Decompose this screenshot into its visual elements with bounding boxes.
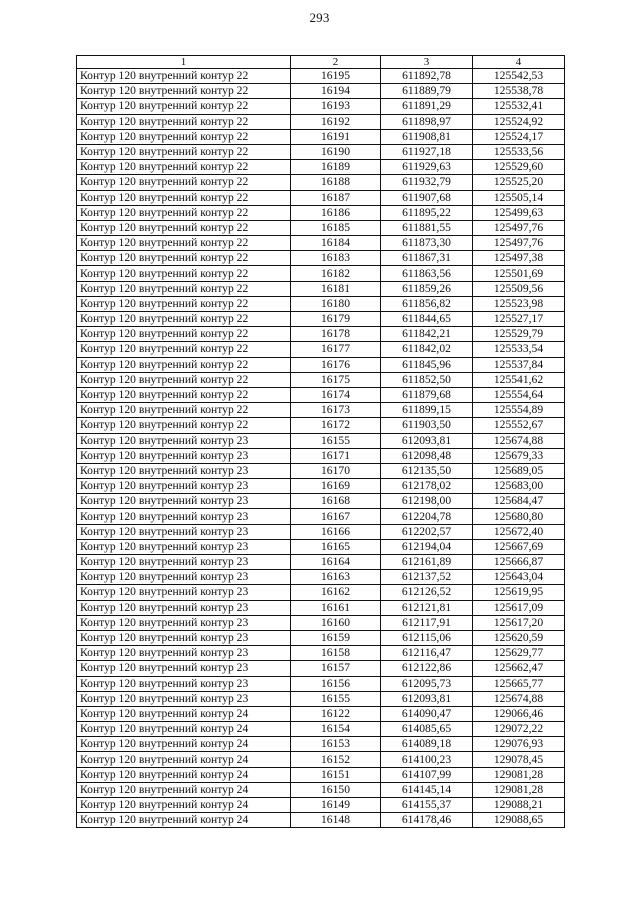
contour-name-cell: Контур 120 внутренний контур 23 [77,600,291,615]
x-coordinate-cell: 612202,57 [381,524,473,539]
table-row [77,813,565,828]
x-coordinate-cell: 611907,68 [381,190,473,205]
y-coordinate-cell: 125643,04 [473,570,565,585]
x-coordinate-cell: 611892,78 [381,69,473,84]
x-coordinate-cell: 612116,47 [381,646,473,661]
x-coordinate-cell: 614090,47 [381,706,473,721]
y-coordinate-cell: 125499,63 [473,205,565,220]
table-row [77,312,565,327]
y-coordinate-cell: 125524,92 [473,114,565,129]
column-header-2: 2 [291,56,381,69]
y-coordinate-cell: 125497,76 [473,236,565,251]
point-number-cell: 16171 [291,448,381,463]
point-number-cell: 16175 [291,372,381,387]
contour-name-cell: Контур 120 внутренний контур 22 [77,175,291,190]
table-row [77,752,565,767]
contour-name-cell: Контур 120 внутренний контур 22 [77,266,291,281]
y-coordinate-cell: 125662,47 [473,661,565,676]
point-number-cell: 16161 [291,600,381,615]
y-coordinate-cell: 129072,22 [473,722,565,737]
y-coordinate-cell: 125524,17 [473,129,565,144]
y-coordinate-cell: 125629,77 [473,646,565,661]
point-number-cell: 16148 [291,813,381,828]
table-row [77,84,565,99]
contour-name-cell: Контур 120 внутренний контур 22 [77,144,291,159]
contour-name-cell: Контур 120 внутренний контур 22 [77,312,291,327]
contour-name-cell: Контур 120 внутренний контур 23 [77,646,291,661]
x-coordinate-cell: 611891,29 [381,99,473,114]
x-coordinate-cell: 611873,30 [381,236,473,251]
table-row [77,281,565,296]
contour-name-cell: Контур 120 внутренний контур 22 [77,84,291,99]
y-coordinate-cell: 125501,69 [473,266,565,281]
point-number-cell: 16176 [291,357,381,372]
table-row [77,722,565,737]
y-coordinate-cell: 125529,60 [473,160,565,175]
x-coordinate-cell: 612122,86 [381,661,473,676]
contour-name-cell: Контур 120 внутренний контур 23 [77,433,291,448]
point-number-cell: 16174 [291,387,381,402]
contour-name-cell: Контур 120 внутренний контур 22 [77,129,291,144]
y-coordinate-cell: 129076,93 [473,737,565,752]
contour-name-cell: Контур 120 внутренний контур 23 [77,585,291,600]
point-number-cell: 16166 [291,524,381,539]
x-coordinate-cell: 612121,81 [381,600,473,615]
point-number-cell: 16190 [291,144,381,159]
contour-name-cell: Контур 120 внутренний контур 22 [77,327,291,342]
x-coordinate-cell: 611881,55 [381,220,473,235]
point-number-cell: 16170 [291,463,381,478]
contour-name-cell: Контур 120 внутренний контур 22 [77,372,291,387]
point-number-cell: 16181 [291,281,381,296]
x-coordinate-cell: 611889,79 [381,84,473,99]
y-coordinate-cell: 125684,47 [473,494,565,509]
point-number-cell: 16188 [291,175,381,190]
table-row [77,236,565,251]
x-coordinate-cell: 611863,56 [381,266,473,281]
table-row [77,661,565,676]
table-row [77,114,565,129]
x-coordinate-cell: 611929,63 [381,160,473,175]
y-coordinate-cell: 125617,09 [473,600,565,615]
x-coordinate-cell: 611867,31 [381,251,473,266]
y-coordinate-cell: 129088,65 [473,813,565,828]
contour-name-cell: Контур 120 внутренний контур 22 [77,387,291,402]
x-coordinate-cell: 612135,50 [381,463,473,478]
point-number-cell: 16172 [291,418,381,433]
table-row [77,418,565,433]
x-coordinate-cell: 612161,89 [381,555,473,570]
contour-name-cell: Контур 120 внутренний контур 22 [77,281,291,296]
y-coordinate-cell: 129088,21 [473,798,565,813]
table-row [77,175,565,190]
y-coordinate-cell: 125554,64 [473,387,565,402]
point-number-cell: 16162 [291,585,381,600]
table-row [77,676,565,691]
contour-name-cell: Контур 120 внутренний контур 23 [77,463,291,478]
x-coordinate-cell: 611899,15 [381,403,473,418]
table-row [77,524,565,539]
contour-name-cell: Контур 120 внутренний контур 23 [77,630,291,645]
table-row [77,357,565,372]
y-coordinate-cell: 125525,20 [473,175,565,190]
point-number-cell: 16179 [291,312,381,327]
table-row [77,585,565,600]
x-coordinate-cell: 611898,97 [381,114,473,129]
contour-name-cell: Контур 120 внутренний контур 22 [77,342,291,357]
table-row [77,691,565,706]
table-row [77,387,565,402]
contour-name-cell: Контур 120 внутренний контур 22 [77,114,291,129]
table-row [77,129,565,144]
table-row [77,69,565,84]
x-coordinate-cell: 611903,50 [381,418,473,433]
x-coordinate-cell: 612198,00 [381,494,473,509]
y-coordinate-cell: 125554,89 [473,403,565,418]
table-row [77,251,565,266]
column-header-3: 3 [381,56,473,69]
table-row [77,737,565,752]
y-coordinate-cell: 125666,87 [473,555,565,570]
table-row [77,160,565,175]
y-coordinate-cell: 125665,77 [473,676,565,691]
y-coordinate-cell: 125542,53 [473,69,565,84]
y-coordinate-cell: 125497,76 [473,220,565,235]
x-coordinate-cell: 611844,65 [381,312,473,327]
contour-name-cell: Контур 120 внутренний контур 23 [77,570,291,585]
column-header-4: 4 [473,56,565,69]
column-header-1: 1 [77,56,291,69]
table-row [77,327,565,342]
y-coordinate-cell: 125505,14 [473,190,565,205]
x-coordinate-cell: 612194,04 [381,539,473,554]
table-row [77,205,565,220]
coordinates-table [76,55,565,828]
x-coordinate-cell: 612095,73 [381,676,473,691]
y-coordinate-cell: 125527,17 [473,312,565,327]
x-coordinate-cell: 612178,02 [381,479,473,494]
point-number-cell: 16155 [291,433,381,448]
point-number-cell: 16151 [291,767,381,782]
point-number-cell: 16159 [291,630,381,645]
point-number-cell: 16173 [291,403,381,418]
point-number-cell: 16191 [291,129,381,144]
y-coordinate-cell: 129081,28 [473,767,565,782]
table-row [77,448,565,463]
y-coordinate-cell: 129078,45 [473,752,565,767]
x-coordinate-cell: 611927,18 [381,144,473,159]
contour-name-cell: Контур 120 внутренний контур 23 [77,448,291,463]
contour-name-cell: Контур 120 внутренний контур 24 [77,752,291,767]
table-row [77,615,565,630]
point-number-cell: 16189 [291,160,381,175]
point-number-cell: 16186 [291,205,381,220]
y-coordinate-cell: 125620,59 [473,630,565,645]
table-row [77,706,565,721]
y-coordinate-cell: 125672,40 [473,524,565,539]
y-coordinate-cell: 125509,56 [473,281,565,296]
point-number-cell: 16193 [291,99,381,114]
x-coordinate-cell: 614155,37 [381,798,473,813]
point-number-cell: 16156 [291,676,381,691]
contour-name-cell: Контур 120 внутренний контур 22 [77,251,291,266]
point-number-cell: 16180 [291,296,381,311]
contour-name-cell: Контур 120 внутренний контур 24 [77,767,291,782]
contour-name-cell: Контур 120 внутренний контур 22 [77,357,291,372]
contour-name-cell: Контур 120 внутренний контур 23 [77,479,291,494]
point-number-cell: 16177 [291,342,381,357]
x-coordinate-cell: 611932,79 [381,175,473,190]
x-coordinate-cell: 612115,06 [381,630,473,645]
table-row [77,767,565,782]
x-coordinate-cell: 612137,52 [381,570,473,585]
y-coordinate-cell: 125497,38 [473,251,565,266]
x-coordinate-cell: 612117,91 [381,615,473,630]
table-row [77,509,565,524]
y-coordinate-cell: 125674,88 [473,433,565,448]
y-coordinate-cell: 125523,98 [473,296,565,311]
table-row [77,342,565,357]
point-number-cell: 16165 [291,539,381,554]
y-coordinate-cell: 125617,20 [473,615,565,630]
table-row [77,494,565,509]
contour-name-cell: Контур 120 внутренний контур 23 [77,676,291,691]
point-number-cell: 16167 [291,509,381,524]
contour-name-cell: Контур 120 внутренний контур 22 [77,403,291,418]
contour-name-cell: Контур 120 внутренний контур 24 [77,722,291,737]
y-coordinate-cell: 125674,88 [473,691,565,706]
x-coordinate-cell: 614089,18 [381,737,473,752]
point-number-cell: 16168 [291,494,381,509]
point-number-cell: 16154 [291,722,381,737]
x-coordinate-cell: 614145,14 [381,782,473,797]
x-coordinate-cell: 612098,48 [381,448,473,463]
point-number-cell: 16187 [291,190,381,205]
point-number-cell: 16185 [291,220,381,235]
table-row [77,600,565,615]
y-coordinate-cell: 125689,05 [473,463,565,478]
contour-name-cell: Контур 120 внутренний контур 23 [77,524,291,539]
y-coordinate-cell: 125532,41 [473,99,565,114]
y-coordinate-cell: 129066,46 [473,706,565,721]
contour-name-cell: Контур 120 внутренний контур 23 [77,509,291,524]
table-row [77,630,565,645]
x-coordinate-cell: 611845,96 [381,357,473,372]
point-number-cell: 16153 [291,737,381,752]
contour-name-cell: Контур 120 внутренний контур 23 [77,539,291,554]
x-coordinate-cell: 611879,68 [381,387,473,402]
y-coordinate-cell: 125537,84 [473,357,565,372]
x-coordinate-cell: 614100,23 [381,752,473,767]
point-number-cell: 16157 [291,661,381,676]
x-coordinate-cell: 612204,78 [381,509,473,524]
table-row [77,266,565,281]
x-coordinate-cell: 611842,21 [381,327,473,342]
x-coordinate-cell: 614107,99 [381,767,473,782]
table-row [77,190,565,205]
y-coordinate-cell: 125619,95 [473,585,565,600]
x-coordinate-cell: 611842,02 [381,342,473,357]
table-row [77,539,565,554]
table-row [77,372,565,387]
point-number-cell: 16195 [291,69,381,84]
table-row [77,433,565,448]
y-coordinate-cell: 125529,79 [473,327,565,342]
y-coordinate-cell: 125533,56 [473,144,565,159]
contour-name-cell: Контур 120 внутренний контур 22 [77,205,291,220]
y-coordinate-cell: 125667,69 [473,539,565,554]
table-row [77,220,565,235]
point-number-cell: 16150 [291,782,381,797]
table-header-row [77,56,565,69]
y-coordinate-cell: 125683,00 [473,479,565,494]
contour-name-cell: Контур 120 внутренний контур 23 [77,691,291,706]
contour-name-cell: Контур 120 внутренний контур 24 [77,737,291,752]
y-coordinate-cell: 125679,33 [473,448,565,463]
table-row [77,99,565,114]
point-number-cell: 16122 [291,706,381,721]
point-number-cell: 16149 [291,798,381,813]
contour-name-cell: Контур 120 внутренний контур 23 [77,494,291,509]
table-row [77,296,565,311]
x-coordinate-cell: 611908,81 [381,129,473,144]
point-number-cell: 16192 [291,114,381,129]
y-coordinate-cell: 125552,67 [473,418,565,433]
point-number-cell: 16194 [291,84,381,99]
contour-name-cell: Контур 120 внутренний контур 22 [77,190,291,205]
contour-name-cell: Контур 120 внутренний контур 22 [77,418,291,433]
contour-name-cell: Контур 120 внутренний контур 22 [77,69,291,84]
table-row [77,463,565,478]
y-coordinate-cell: 125680,80 [473,509,565,524]
table-row [77,144,565,159]
point-number-cell: 16178 [291,327,381,342]
contour-name-cell: Контур 120 внутренний контур 22 [77,99,291,114]
contour-name-cell: Контур 120 внутренний контур 24 [77,706,291,721]
point-number-cell: 16169 [291,479,381,494]
contour-name-cell: Контур 120 внутренний контур 22 [77,236,291,251]
y-coordinate-cell: 125533,54 [473,342,565,357]
contour-name-cell: Контур 120 внутренний контур 23 [77,661,291,676]
table-row [77,555,565,570]
y-coordinate-cell: 125538,78 [473,84,565,99]
point-number-cell: 16164 [291,555,381,570]
table-row [77,798,565,813]
x-coordinate-cell: 611895,22 [381,205,473,220]
table-row [77,646,565,661]
contour-name-cell: Контур 120 внутренний контур 22 [77,296,291,311]
contour-name-cell: Контур 120 внутренний контур 24 [77,782,291,797]
table-row [77,782,565,797]
y-coordinate-cell: 129081,28 [473,782,565,797]
page-number: 293 [309,10,330,25]
x-coordinate-cell: 611856,82 [381,296,473,311]
contour-name-cell: Контур 120 внутренний контур 23 [77,615,291,630]
point-number-cell: 16184 [291,236,381,251]
point-number-cell: 16152 [291,752,381,767]
table-row [77,570,565,585]
point-number-cell: 16155 [291,691,381,706]
contour-name-cell: Контур 120 внутренний контур 24 [77,798,291,813]
table-row [77,479,565,494]
contour-name-cell: Контур 120 внутренний контур 22 [77,160,291,175]
contour-name-cell: Контур 120 внутренний контур 24 [77,813,291,828]
x-coordinate-cell: 614085,65 [381,722,473,737]
x-coordinate-cell: 611859,26 [381,281,473,296]
point-number-cell: 16160 [291,615,381,630]
point-number-cell: 16183 [291,251,381,266]
x-coordinate-cell: 612126,52 [381,585,473,600]
x-coordinate-cell: 612093,81 [381,691,473,706]
contour-name-cell: Контур 120 внутренний контур 23 [77,555,291,570]
table-row [77,403,565,418]
table-body [77,69,565,828]
y-coordinate-cell: 125541,62 [473,372,565,387]
x-coordinate-cell: 614178,46 [381,813,473,828]
point-number-cell: 16158 [291,646,381,661]
contour-name-cell: Контур 120 внутренний контур 22 [77,220,291,235]
point-number-cell: 16182 [291,266,381,281]
x-coordinate-cell: 611852,50 [381,372,473,387]
x-coordinate-cell: 612093,81 [381,433,473,448]
point-number-cell: 16163 [291,570,381,585]
